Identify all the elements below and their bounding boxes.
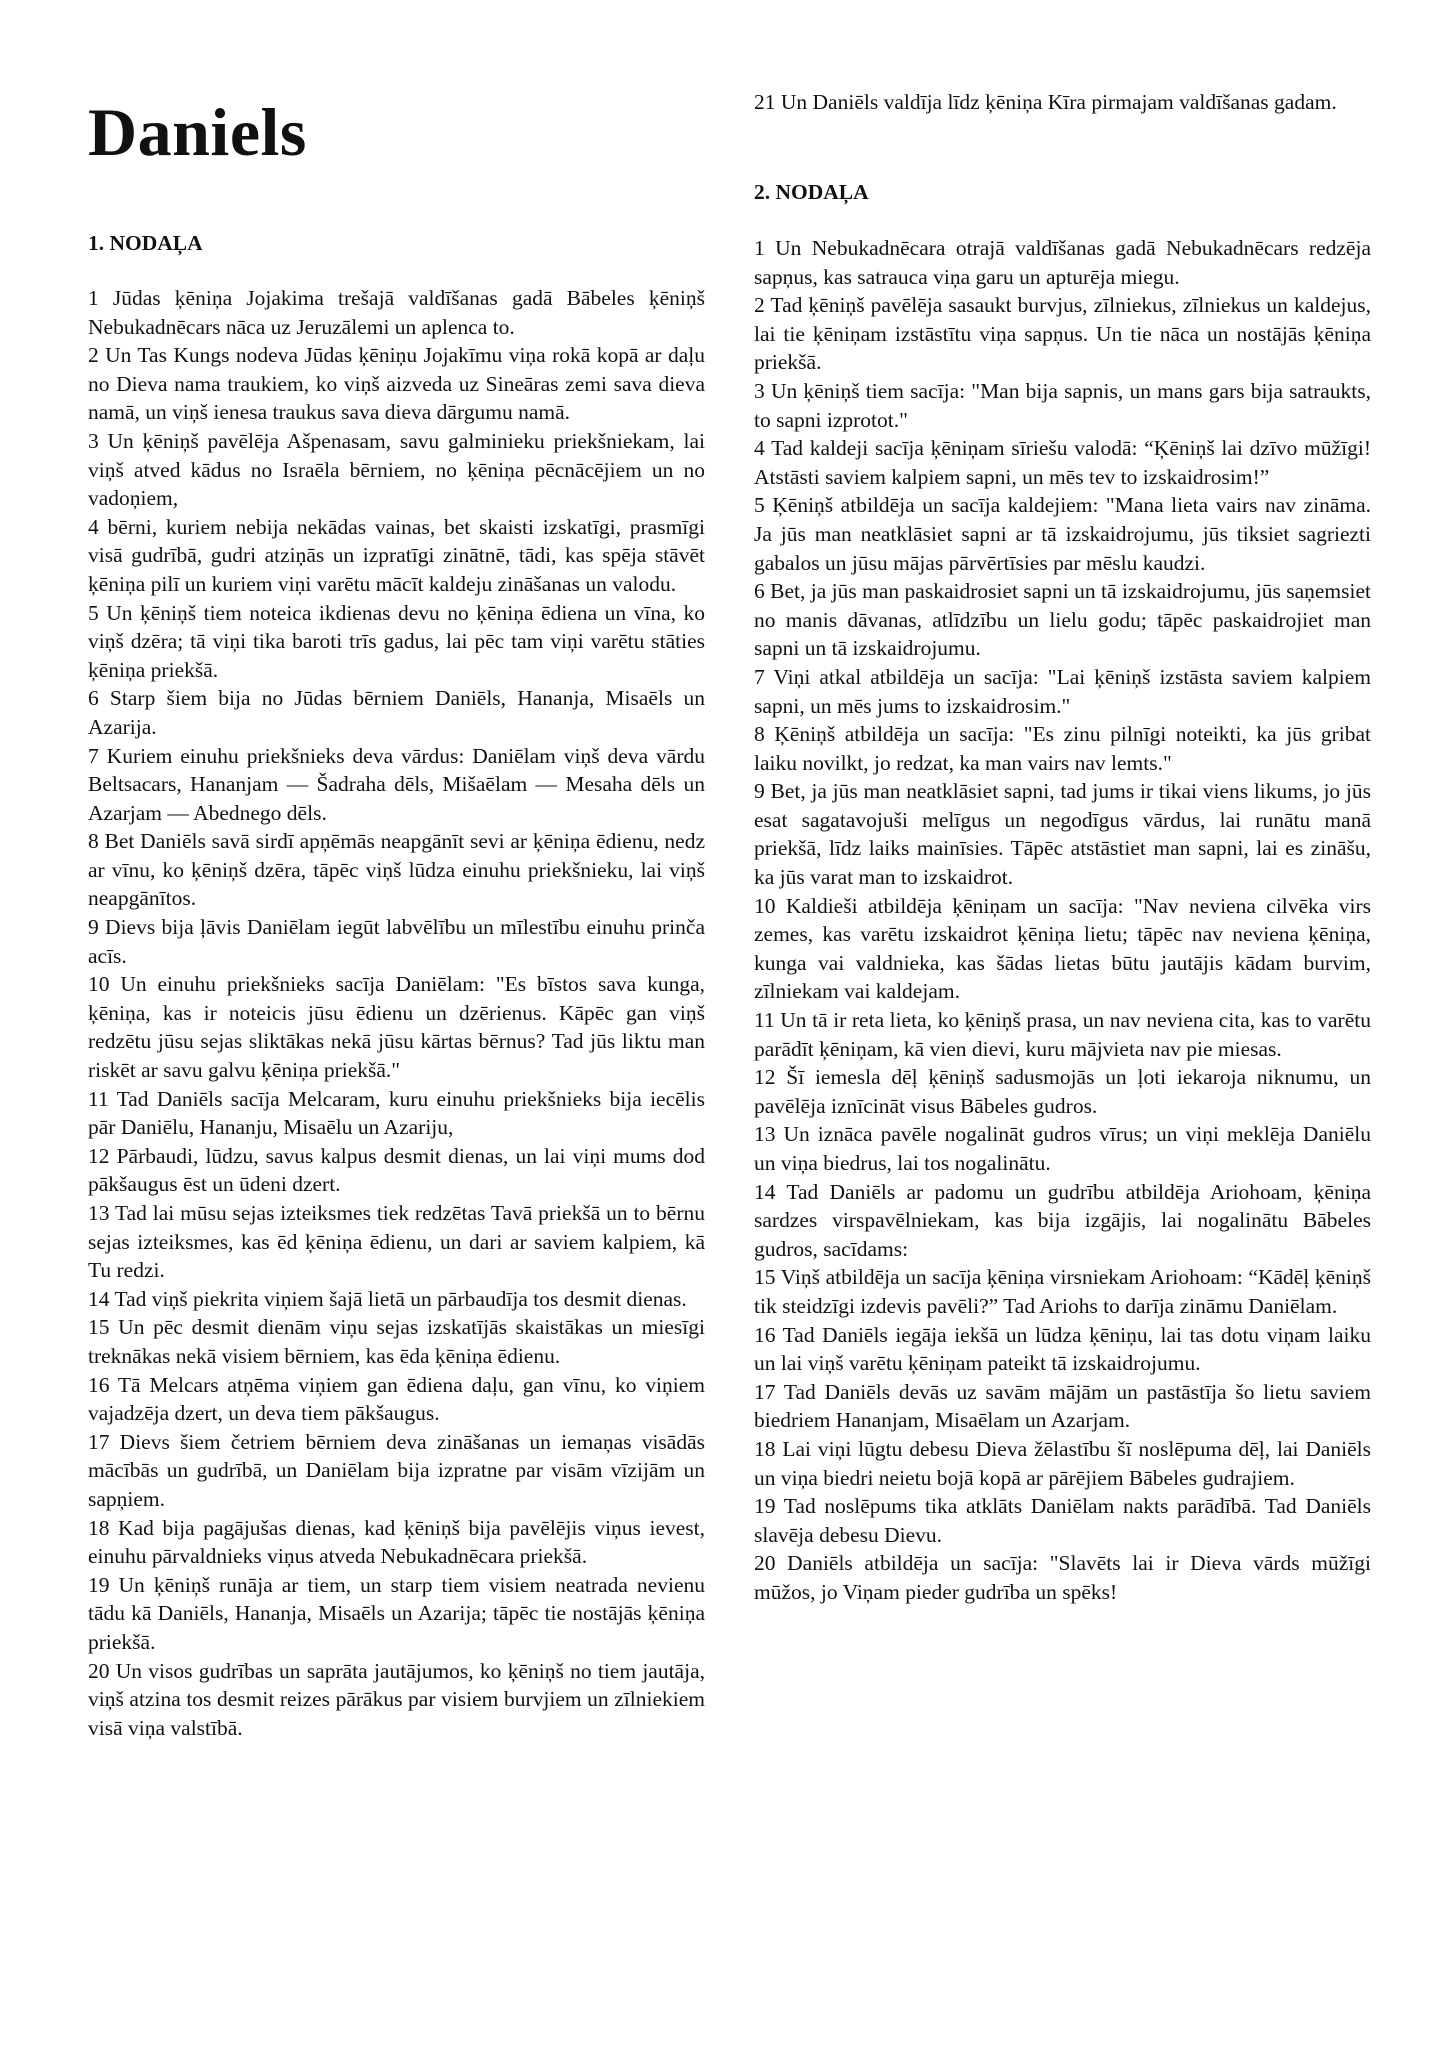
- verse: 14 Tad Daniēls ar padomu un gudrību atbildēja Ariohoam, ķēniņa sardzes virspavēlniekam, kas bija izgājis, lai nogalinātu Bābeles gudros, sacīdams:: [754, 1179, 1371, 1261]
- chapter-1-verses: [88, 284, 705, 1742]
- verse: 4 Tad kaldeji sacīja ķēniņam sīriešu valodā: “Ķēniņš lai dzīvo mūžīgi! Atstāsti saviem kalpiem sapni, un mēs tev to izskaidrosim!”: [754, 436, 1371, 489]
- verse: 2 Tad ķēniņš pavēlēja sasaukt burvjus, zīlniekus, zīlniekus un kaldejus, lai tie ķēniņam izstāstītu viņa sapņus. Un tie nāca un nostājās ķēniņa priekšā.: [754, 293, 1371, 375]
- verse: 8 Bet Daniēls savā sirdī apņēmās neapgānīt sevi ar ķēniņa ēdienu, nedz ar vīnu, ko ķēniņš dzēra, tāpēc viņš lūdza einuhu priekšnieku, lai viņš neapgānītos.: [88, 829, 705, 911]
- verse: 19 Tad noslēpums tika atklāts Daniēlam nakts parādībā. Tad Daniēls slavēja debesu Dievu.: [754, 1494, 1371, 1547]
- verse: 18 Kad bija pagājušas dienas, kad ķēniņš bija pavēlējis viņus ievest, einuhu pārvaldnieks viņus atveda Nebukadnēcara priekšā.: [88, 1515, 705, 1569]
- verse: 4 bērni, kuriem nebija nekādas vainas, bet skaisti izskatīgi, prasmīgi visā gudrībā, gudri atziņās un izpratīgi zinātnē, tādi, kas spēja stāvēt ķēniņa pilī un kuriem viņi varētu mācīt kaldeju zināšanas un valodu.: [88, 514, 705, 596]
- verse: 13 Un iznāca pavēle nogalināt gudros vīrus; un viņi meklēja Daniēlu un viņa biedrus, lai tos nogalinātu.: [754, 1122, 1371, 1175]
- verse: 19 Un ķēniņš runāja ar tiem, un starp tiem visiem neatrada nevienu tādu kā Daniēls, Hananja, Misaēls un Azarija; tāpēc tie nostājās ķēniņa priekšā.: [88, 1572, 705, 1654]
- verse: 10 Kaldieši atbildēja ķēniņam un sacīja: "Nav neviena cilvēka virs zemes, kas varētu izskaidrot ķēniņa lietu; tāpēc nav neviena ķēniņa, kunga vai valdnieka, kas šādas lietas būtu jautājis kādam burvim, zīlniekam vai kaldejam.: [754, 893, 1371, 1004]
- verse: 3 Un ķēniņš pavēlēja Ašpenasam, savu galminieku priekšniekam, lai viņš atved kādus no Israēla bērniem, no ķēniņa pēcnācējiem un no vadoņiem,: [88, 428, 705, 511]
- verse: 11 Un tā ir reta lieta, ko ķēniņš prasa, un nav neviena cita, kas to varētu parādīt ķēniņam, kā vien dievi, kuru mājvieta nav pie miesas.: [754, 1008, 1371, 1061]
- verse: 20 Un visos gudrības un saprāta jautājumos, ko ķēniņš no tiem jautāja, viņš atzina tos desmit reizes pārākus par visiem burvjiem un zīlniekiem visā viņa valstībā.: [88, 1658, 705, 1740]
- verse: 7 Kuriem einuhu priekšnieks deva vārdus: Daniēlam viņš deva vārdu Beltsacars, Hananjam — Šadraha dēls, Mišaēlam — Mesaha dēls un Azarjam — Abednego dēls.: [88, 743, 705, 825]
- chapter-2-heading: 2. NODAĻA: [754, 180, 869, 204]
- verse: 14 Tad viņš piekrita viņiem šajā lietā un pārbaudīja tos desmit dienas.: [88, 1286, 687, 1311]
- verse: 16 Tā Melcars atņēma viņiem gan ēdiena daļu, gan vīnu, ko viņiem vajadzēja dzert, un deva tiem pākšaugus.: [88, 1372, 705, 1426]
- verse: 5 Ķēniņš atbildēja un sacīja kaldejiem: "Mana lieta vairs nav zināma. Ja jūs man neatklāsiet sapni ar tā izskaidrojumu, jūs tiksiet sagriezti gabalos un jūsu mājas pārvērtīsies par mēslu kaudzi.: [754, 493, 1371, 575]
- verse: 18 Lai viņi lūgtu debesu Dieva žēlastību šī noslēpuma dēļ, lai Daniēls un viņa biedri neietu bojā kopā ar pārējiem Bābeles gudrajiem.: [754, 1436, 1371, 1490]
- verse: 13 Tad lai mūsu sejas izteiksmes tiek redzētas Tavā priekšā un to bērnu sejas izteiksmes, kas ēd ķēniņa ēdienu, un dari ar saviem kalpiem, kā Tu redzi.: [88, 1201, 705, 1283]
- verse: 15 Un pēc desmit dienām viņu sejas izskatījās skaistākas un miesīgi treknākas nekā visiem bērniem, kas ēda ķēniņa ēdienu.: [88, 1315, 705, 1368]
- verse: 5 Un ķēniņš tiem noteica ikdienas devu no ķēniņa ēdiena un vīna, ko viņš dzēra; tā viņi tika baroti trīs gadus, lai pēc tam viņi varētu stāties ķēniņa priekšā.: [88, 600, 705, 682]
- verse: 10 Un einuhu priekšnieks sacīja Daniēlam: "Es bīstos sava kunga, ķēniņa, kas ir noteicis jūsu ēdienu un dzērienus. Kāpēc gan viņš redzētu jūsu sejas sliktākas nekā jūsu kārtas bērnus? Tad jūs liktu man riskēt ar savu galvu ķēniņa priekšā.": [88, 972, 705, 1083]
- verse: 6 Starp šiem bija no Jūdas bērniem Daniēls, Hananja, Misaēls un Azarija.: [88, 686, 705, 739]
- verse: 12 Šī iemesla dēļ ķēniņš sadusmojās un ļoti iekaroja niknumu, un pavēlēja iznīcināt visus Bābeles gudros.: [754, 1065, 1371, 1118]
- verse: 1 Jūdas ķēniņa Jojakima trešajā valdīšanas gadā Bābeles ķēniņš Nebukadnēcars nāca uz Jeruzālemi un aplenca to.: [88, 286, 705, 339]
- verse: 15 Viņš atbildēja un sacīja ķēniņa virsniekam Ariohoam: “Kādēļ ķēniņš tik steidzīgi izdevis pavēli?” Tad Ariohs to darīja zināmu Daniēlam.: [754, 1265, 1371, 1318]
- verse: 1 Un Nebukadnēcara otrajā valdīšanas gadā Nebukadnēcars redzēja sapņus, kas satrauca viņa garu un apturēja miegu.: [754, 236, 1371, 289]
- verse: 16 Tad Daniēls iegāja iekšā un lūdza ķēniņu, lai tas dotu viņam laiku un lai viņš varētu ķēniņam pateikt tā izskaidrojumu.: [754, 1322, 1371, 1376]
- chapter-1-heading: 1. NODAĻA: [88, 231, 203, 255]
- verse: 9 Dievs bija ļāvis Daniēlam iegūt labvēlību un mīlestību einuhu prinča acīs.: [88, 915, 705, 968]
- book-title: Daniels: [88, 94, 307, 170]
- verse: 3 Un ķēniņš tiem sacīja: "Man bija sapnis, un mans gars bija satraukts, to sapni izprotot.": [754, 378, 1371, 432]
- verse: 20 Daniēls atbildēja un sacīja: "Slavēts lai ir Dieva vārds mūžīgi mūžos, jo Viņam pieder gudrība un spēks!: [754, 1551, 1371, 1604]
- verse: 12 Pārbaudi, lūdzu, savus kalpus desmit dienas, un lai viņi mums dod pākšaugus ēst un ūdeni dzert.: [88, 1143, 705, 1197]
- verse: 7 Viņi atkal atbildēja un sacīja: "Lai ķēniņš izstāsta saviem kalpiem sapni, un mēs jums to izskaidrosim.": [754, 664, 1371, 718]
- verse: 21 Un Daniēls valdīja līdz ķēniņa Kīra pirmajam valdīšanas gadam.: [754, 90, 1337, 114]
- verse: 17 Dievs šiem četriem bērniem deva zināšanas un iemaņas visādās mācībās un gudrībā, un Daniēlam bija izpratne par visām vīzijām un sapņiem.: [88, 1429, 705, 1511]
- verse: 11 Tad Daniēls sacīja Melcaram, kuru einuhu priekšnieks bija iecēlis pār Daniēlu, Hananju, Misaēlu un Azariju,: [88, 1086, 705, 1140]
- chapter-1-continued-verses: [754, 88, 1371, 117]
- verse: 2 Un Tas Kungs nodeva Jūdas ķēniņu Jojakīmu viņa rokā kopā ar daļu no Dieva nama traukiem, ko viņš aizveda uz Sineāras zemi sava dieva namā, un viņš ienesa traukus sava dieva dārgumu namā.: [88, 343, 705, 425]
- verse: 6 Bet, ja jūs man paskaidrosiet sapni un tā izskaidrojumu, jūs saņemsiet no manis dāvanas, atlīdzību un lielu godu; tāpēc paskaidrojiet man sapni un tā izskaidrojumu.: [754, 579, 1371, 661]
- chapter-2-verses: [754, 234, 1371, 1607]
- verse: 8 Ķēniņš atbildēja un sacīja: "Es zinu pilnīgi noteikti, ka jūs gribat laiku novilkt, jo redzat, ka man vairs nav lemts.": [754, 722, 1371, 775]
- verse: 9 Bet, ja jūs man neatklāsiet sapni, tad jums ir tikai viens likums, jo jūs esat sagatavojuši melīgus un negodīgus vārdus, lai runātu manā priekšā, līdz laiks mainīsies. Tāpēc atstāstiet man sapni, lai es zināšu, ka jūs varat man to izskaidrot.: [754, 779, 1371, 890]
- verse: 17 Tad Daniēls devās uz savām mājām un pastāstīja šo lietu saviem biedriem Hananjam, Misaēlam un Azarjam.: [754, 1379, 1371, 1433]
